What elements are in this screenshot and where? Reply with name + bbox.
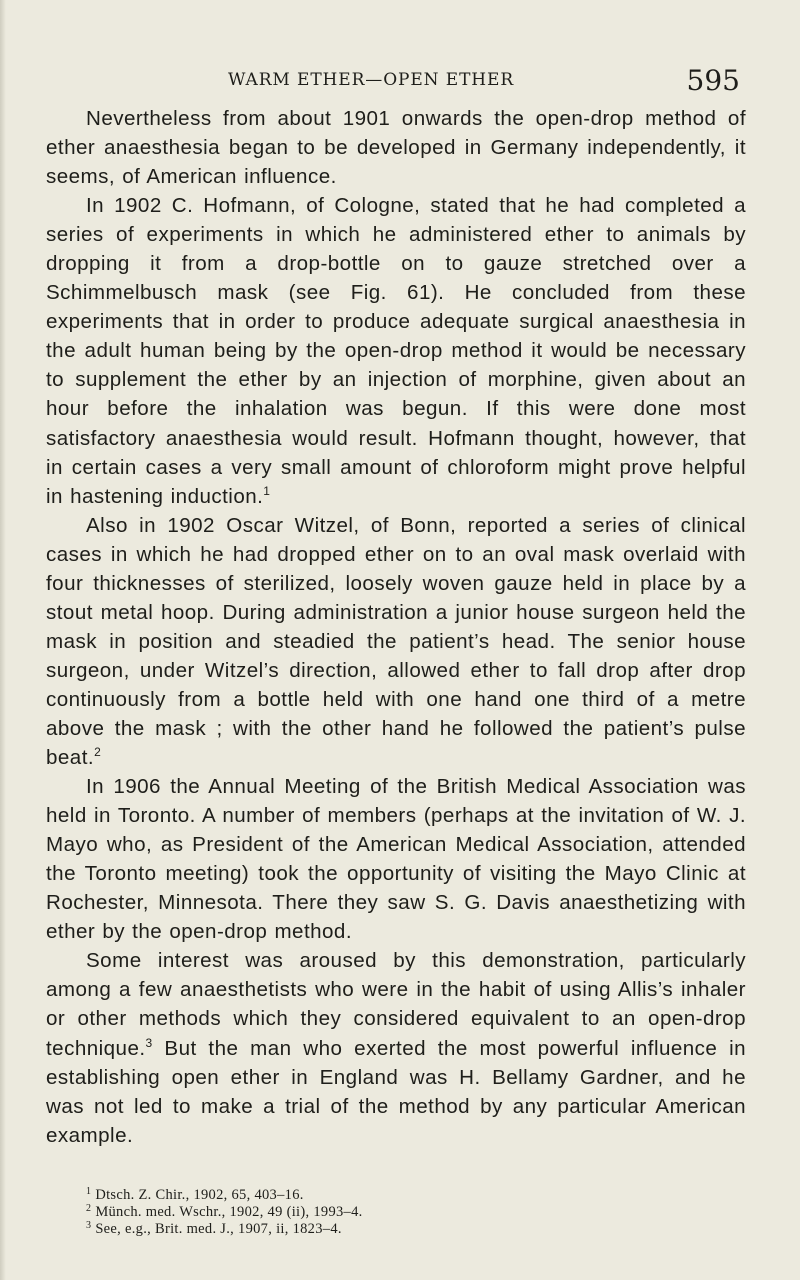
footnote: $^2$ Münch. med. Wschr., 1902, 49 (ii), 1993–4. [86, 1203, 363, 1220]
footnote-ref: 3 [145, 1035, 153, 1050]
footnote-ref: 2 [94, 745, 102, 760]
paragraph: In 1902 C. Hofmann, of Cologne, stated that he had completed a series of experiments in which he administered ether to animals by dropping it from a drop-bottle on to gauze stretched over a Schimmelbusch mask (see Fig. 61). He concluded from these experiments that in order to produce adequate surgical anaesthesia in the adult human being by the open-drop method it would be necessary to supplement the ether by an injection of morphine, given about an hour before the inhalation was begun. If this were done most satisfactory anaesthesia would result. Hofmann thought, however, that in certain cases a very small amount of chloroform might prove helpful in hastening induction.$^1$ [46, 194, 746, 508]
paragraph: Nevertheless from about 1901 onwards the open-drop method of ether anaesthesia began to be developed in Germany independently, it seems, of American influence. [46, 107, 746, 189]
page-header [46, 64, 746, 104]
footnote-ref: 1 [263, 483, 271, 498]
page-number: 595 [686, 64, 740, 97]
running-head: WARM ETHER—OPEN ETHER [228, 70, 515, 90]
body-text [46, 104, 746, 1150]
paragraph: Also in 1902 Oscar Witzel, of Bonn, reported a series of clinical cases in which he had dropped ether on to an oval mask overlaid with four thicknesses of sterilized, loosely woven gauze held in place by a stout metal hoop. During administration a junior house surgeon held the mask in position and steadied the patient’s head. The senior house surgeon, under Witzel’s direction, allowed ether to fall drop after drop continuously from a bottle held with one hand one third of a metre above the mask ; with the other hand he followed the patient’s pulse beat.$^2$ [46, 513, 746, 770]
footnote: $^1$ Dtsch. Z. Chir., 1902, 65, 403–16. [86, 1186, 304, 1203]
paragraph: Some interest was aroused by this demonstration, particularly among a few anaesthetists who were in the habit of using Allis’s inhaler or other methods which they considered equivalent to an open-drop technique.$^3$ But the man who exerted the most powerful influence in establishing open ether in England was H. Bellamy Gardner, and he was not led to make a trial of the method by any particular American example. [46, 949, 746, 1147]
footnote: $^3$ See, e.g., Brit. med. J., 1907, ii, 1823–4. [86, 1220, 342, 1237]
page-edge [0, 0, 6, 1280]
paragraph: In 1906 the Annual Meeting of the British Medical Association was held in Toronto. A number of members (perhaps at the invitation of W. J. Mayo who, as President of the American Medical Association, attended the Toronto meeting) took the opportunity of visiting the Mayo Clinic at Rochester, Minnesota. There they saw S. G. Davis anaesthetizing with ether by the open-drop method. [46, 775, 746, 944]
footnotes [86, 1187, 746, 1238]
